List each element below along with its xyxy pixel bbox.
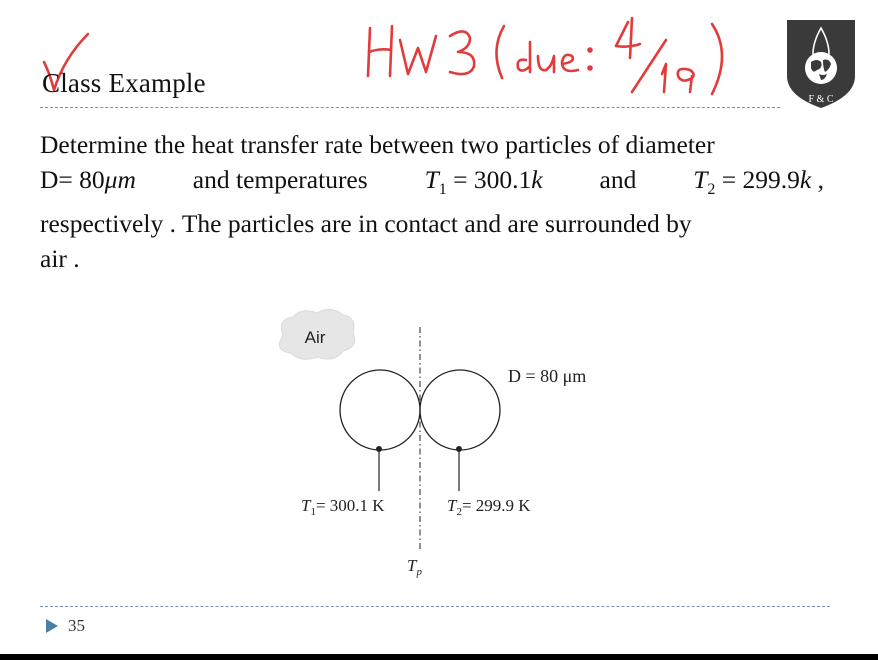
logo-text: F & C xyxy=(808,94,834,105)
t1-label: $T_1= 300.1$ K xyxy=(301,496,385,518)
problem-statement xyxy=(40,128,824,276)
problem-line-4: air . xyxy=(40,243,80,273)
footer-divider xyxy=(40,606,830,607)
slide-title: Class Example xyxy=(42,68,206,98)
air-label: Air xyxy=(304,328,326,347)
problem-line-1: Determine the heat transfer rate between two particles of diameter xyxy=(40,130,715,159)
slide-number: 35 xyxy=(68,616,85,635)
t2-label: $T_2= 299.9$ K xyxy=(447,496,531,518)
particle-2 xyxy=(420,370,500,450)
university-logo xyxy=(783,14,859,110)
problem-line-3: respectively . The particles are in contact and are surrounded by xyxy=(40,209,692,239)
title-divider xyxy=(40,107,780,108)
particle-1 xyxy=(340,370,420,450)
play-arrow-icon xyxy=(46,619,58,633)
problem-line-2: D= 80μm and temperatures $T_1 = 300.1k$ and $T_2 = 299.9k$ , xyxy=(40,164,824,198)
handwritten-hw-note xyxy=(366,14,766,104)
particles-diagram xyxy=(265,305,685,595)
tp-label: $T_p$ xyxy=(407,556,422,578)
diameter-label: D = 80 μm xyxy=(508,366,587,386)
air-cloud xyxy=(279,309,354,359)
